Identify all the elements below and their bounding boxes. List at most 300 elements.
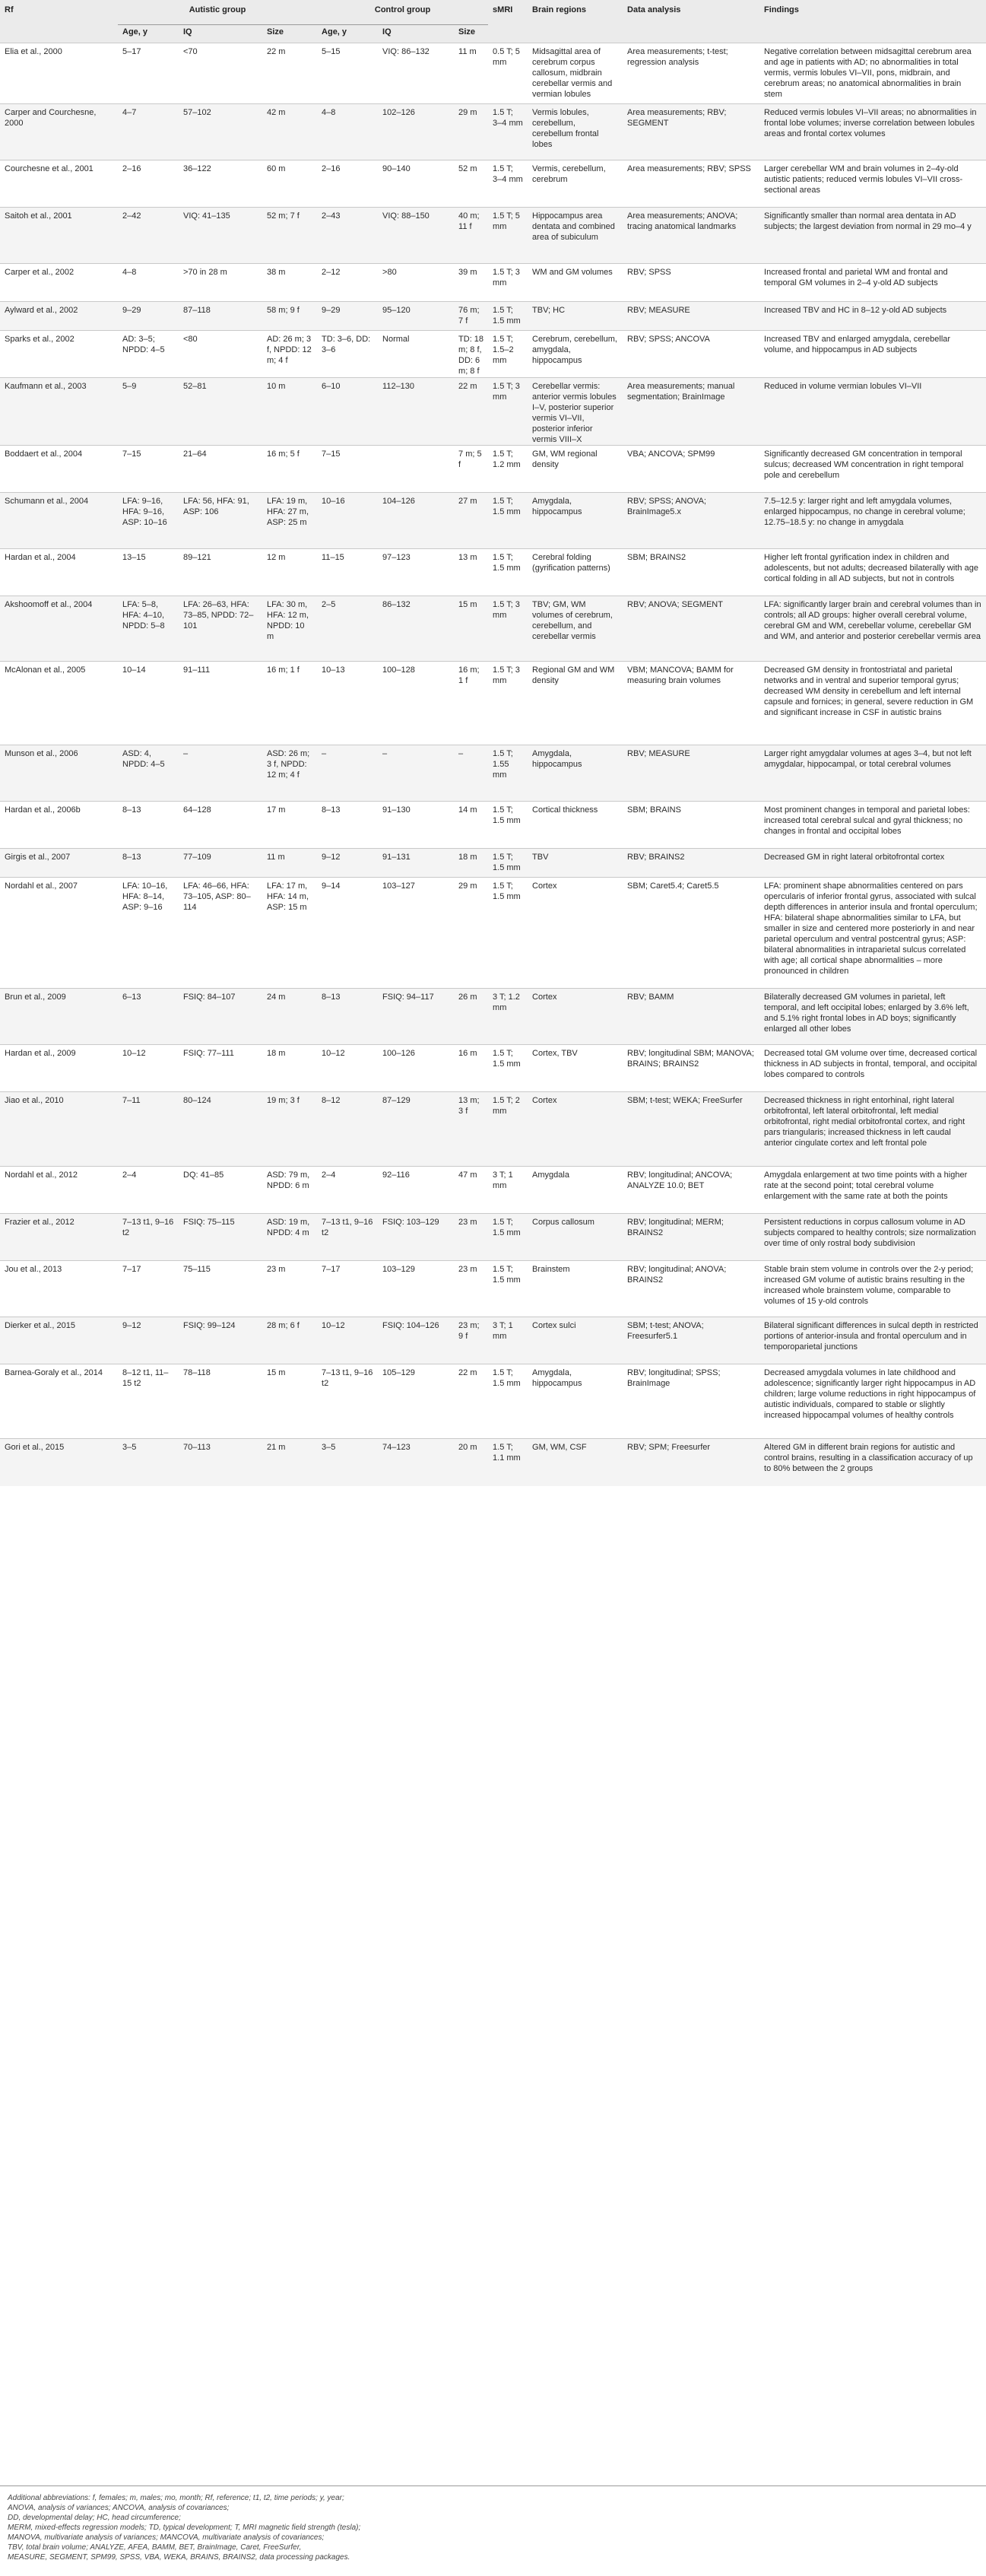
- cell-data-analysis: RBV; MEASURE: [623, 302, 759, 331]
- cell-autistic-age: ASD: 4, NPDD: 4–5: [118, 745, 179, 802]
- cell-data-analysis: RBV; longitudinal; ANCOVA; ANALYZE 10.0; BET: [627, 1170, 733, 1190]
- header-smri: sMRI: [488, 0, 528, 43]
- cell-control-iq: 74–123: [378, 1439, 454, 1486]
- cell-control-age: 7–13 t1, 9–16 t2: [322, 1368, 373, 1388]
- table-footnote: [8, 2493, 981, 2562]
- cell-autistic-age: 5–9: [118, 378, 179, 446]
- cell-autistic-age: 8–13: [122, 805, 141, 815]
- cell-control-iq: 91–130: [382, 805, 411, 815]
- cell-findings: LFA: significantly larger brain and cerebral volumes than in controls; all AD groups: higher overall cerebral volume, cerebral GM and WM, cerebellar volume, cerebellar GM and WM, and anterior and posterior cerebellar vermis area: [759, 596, 986, 662]
- cell-smri: 1.5 T; 3 mm: [493, 268, 520, 287]
- cell-autistic-iq: 36–122: [183, 164, 211, 173]
- cell-brain-regions: Cerebral folding (gyrification patterns): [532, 553, 610, 573]
- cell-autistic-age: 10–14: [122, 665, 146, 675]
- table-row: [0, 1167, 986, 1214]
- cell-brain-regions: Amygdala, hippocampus: [528, 745, 623, 802]
- cell-control-age: 8–13: [322, 805, 341, 815]
- cell-autistic-iq: LFA: 56, HFA: 91, ASP: 106: [179, 493, 262, 549]
- cell-control-size: 23 m: [458, 1265, 477, 1274]
- table-row: [0, 160, 986, 208]
- table-row: [0, 264, 986, 302]
- table-row: [0, 878, 986, 989]
- cell-control-iq: 102–126: [378, 104, 454, 160]
- cell-control-iq: 86–132: [378, 596, 454, 662]
- cell-findings: Altered GM in different brain regions for autistic and control brains, resulting in a classification accuracy of up to 80% between the 2 groups: [759, 1439, 986, 1486]
- cell-autistic-iq: >70 in 28 m: [183, 268, 227, 277]
- cell-brain-regions: Vermis, cerebellum, cerebrum: [532, 164, 606, 184]
- cell-control-size: 27 m: [454, 493, 488, 549]
- footnote-line: TBV, total brain volume; ANALYZE, AFEA, BAMM, BET, BrainImage, Caret, FreeSurfer,: [8, 2543, 302, 2552]
- cell-ref: Nordahl et al., 2007: [5, 881, 78, 891]
- cell-smri: 1.5 T; 3–4 mm: [493, 164, 523, 184]
- table-row: [0, 1317, 986, 1364]
- cell-autistic-iq: 64–128: [183, 805, 211, 815]
- header-data-analysis: Data analysis: [623, 0, 759, 43]
- cell-brain-regions: GM, WM regional density: [532, 449, 598, 469]
- cell-brain-regions: Cortex sulci: [528, 1317, 623, 1364]
- cell-autistic-size: 38 m: [267, 268, 286, 277]
- cell-autistic-iq: <80: [183, 335, 198, 344]
- cell-autistic-iq: FSIQ: 75–115: [179, 1214, 262, 1261]
- cell-smri: 1.5 T; 1.55 mm: [488, 745, 528, 802]
- cell-data-analysis: RBV; BRAINS2: [623, 849, 759, 878]
- cell-autistic-size: 24 m: [262, 989, 317, 1045]
- cell-smri: 1.5 T; 1.5 mm: [493, 1049, 521, 1069]
- cell-data-analysis: Area measurements; t-test; regression analysis: [627, 47, 728, 67]
- cell-control-age: 7–13 t1, 9–16 t2: [317, 1214, 378, 1261]
- cell-brain-regions: Regional GM and WM density: [532, 665, 615, 685]
- cell-control-iq: FSIQ: 104–126: [378, 1317, 454, 1364]
- cell-control-age: 2–16: [322, 164, 341, 173]
- cell-data-analysis: Area measurements; RBV; SEGMENT: [623, 104, 759, 160]
- cell-ref: Dierker et al., 2015: [0, 1317, 118, 1364]
- cell-control-iq: 103–127: [382, 881, 415, 891]
- cell-ref: Jou et al., 2013: [5, 1265, 62, 1274]
- cell-ref: Hardan et al., 2004: [5, 553, 76, 562]
- header-autistic-size: Size: [262, 25, 317, 43]
- cell-autistic-iq: FSIQ: 99–124: [179, 1317, 262, 1364]
- cell-autistic-size: ASD: 26 m; 3 f, NPDD: 12 m; 4 f: [262, 745, 317, 802]
- cell-control-iq: 92–116: [382, 1170, 410, 1180]
- cell-autistic-iq: DQ: 41–85: [183, 1170, 224, 1180]
- cell-control-iq: 97–123: [382, 553, 411, 562]
- cell-autistic-size: 60 m: [267, 164, 286, 173]
- cell-autistic-age: 10–12: [122, 1049, 146, 1058]
- cell-autistic-iq: LFA: 26–63, HFA: 73–85, NPDD: 72–101: [179, 596, 262, 662]
- cell-control-size: 13 m; 3 f: [454, 1092, 488, 1167]
- cell-smri: 1.5 T; 1.5 mm: [488, 493, 528, 549]
- cell-brain-regions: Vermis lobules, cerebellum, cerebellum frontal lobes: [528, 104, 623, 160]
- cell-ref: Saitoh et al., 2001: [0, 208, 118, 264]
- table-bottom-rule: [0, 2485, 986, 2486]
- cell-autistic-iq: VIQ: 41–135: [179, 208, 262, 264]
- table-header: [0, 0, 986, 43]
- cell-control-size: 16 m: [458, 1049, 477, 1058]
- cell-ref: Sparks et al., 2002: [5, 335, 75, 344]
- header-autistic-iq: IQ: [179, 25, 262, 43]
- cell-smri: 1.5 T; 2 mm: [488, 1092, 528, 1167]
- cell-control-iq: >80: [382, 268, 397, 277]
- cell-data-analysis: SBM; t-test; WEKA; FreeSurfer: [623, 1092, 759, 1167]
- cell-autistic-age: 2–42: [118, 208, 179, 264]
- cell-control-age: 9–12: [317, 849, 378, 878]
- table-row: [0, 745, 986, 802]
- cell-brain-regions: Corpus callosum: [528, 1214, 623, 1261]
- cell-control-iq: 105–129: [382, 1368, 415, 1377]
- cell-autistic-size: 17 m: [267, 805, 286, 815]
- cell-autistic-age: 13–15: [122, 553, 146, 562]
- cell-autistic-size: 16 m; 1 f: [267, 665, 300, 675]
- cell-smri: 1.5 T; 1.5 mm: [493, 553, 521, 573]
- cell-autistic-size: AD: 26 m; 3 f, NPDD: 12 m; 4 f: [267, 335, 312, 365]
- cell-smri: 1.5 T; 1.5 mm: [488, 849, 528, 878]
- cell-control-iq: 90–140: [382, 164, 411, 173]
- cell-autistic-size: 12 m: [267, 553, 286, 562]
- cell-control-size: 14 m: [458, 805, 477, 815]
- cell-control-iq: 112–130: [378, 378, 454, 446]
- table-row: [0, 1439, 986, 1486]
- cell-smri: 1.5 T; 3–4 mm: [488, 104, 528, 160]
- cell-ref: Nordahl et al., 2012: [5, 1170, 78, 1180]
- table-row: [0, 596, 986, 662]
- cell-smri: 1.5 T; 3 mm: [488, 378, 528, 446]
- cell-smri: 1.5 T; 1.2 mm: [493, 449, 521, 469]
- table-row: [0, 849, 986, 878]
- cell-autistic-size: 23 m: [267, 1265, 286, 1274]
- footnote-line: MEASURE, SEGMENT, SPM99, SPSS, VBA, WEKA, BRAINS, BRAINS2, data processing packages.: [8, 2553, 350, 2562]
- cell-autistic-age: 9–12: [118, 1317, 179, 1364]
- cell-data-analysis: RBV; longitudinal SBM; MANOVA; BRAINS; BRAINS2: [627, 1049, 754, 1069]
- cell-brain-regions: Amygdala: [532, 1170, 569, 1180]
- cell-data-analysis: RBV; longitudinal; MERM; BRAINS2: [623, 1214, 759, 1261]
- cell-control-size: 16 m; 1 f: [458, 665, 480, 685]
- cell-autistic-iq: 75–115: [183, 1265, 211, 1274]
- cell-findings: Decreased amygdala volumes in late childhood and adolescence; significantly larger right hippocampus in AD children; large volume reductions in right hippocampus of autistic individuals, compared to stable or slightly increased hippocampal volumes of healthy controls: [764, 1368, 976, 1420]
- cell-control-size: 52 m: [458, 164, 477, 173]
- cell-autistic-age: 3–5: [118, 1439, 179, 1486]
- cell-control-age: 2–12: [322, 268, 341, 277]
- table-row: [0, 549, 986, 596]
- cell-smri: 1.5 T; 1.5 mm: [493, 805, 521, 825]
- cell-control-iq: [378, 446, 454, 493]
- cell-control-age: 2–5: [317, 596, 378, 662]
- cell-findings: Persistent reductions in corpus callosum volume in AD subjects compared to healthy controls; size normalization over time of only rostral body subdivision: [759, 1214, 986, 1261]
- cell-control-iq: 95–120: [378, 302, 454, 331]
- cell-control-size: 11 m: [458, 47, 477, 56]
- cell-autistic-age: 2–4: [122, 1170, 137, 1180]
- header-findings: Findings: [759, 0, 986, 43]
- cell-ref: Boddaert et al., 2004: [5, 449, 83, 459]
- table-row: [0, 446, 986, 493]
- cell-smri: 1.5 T; 1.5 mm: [493, 1265, 521, 1285]
- cell-control-iq: 100–128: [382, 665, 415, 675]
- cell-control-iq: 91–131: [378, 849, 454, 878]
- cell-autistic-size: 22 m: [267, 47, 286, 56]
- cell-data-analysis: Area measurements; ANOVA; tracing anatomical landmarks: [623, 208, 759, 264]
- cell-autistic-size: 19 m; 3 f: [262, 1092, 317, 1167]
- cell-smri: 3 T; 1 mm: [488, 1317, 528, 1364]
- cell-autistic-iq: FSIQ: 84–107: [179, 989, 262, 1045]
- cell-control-size: 76 m; 7 f: [454, 302, 488, 331]
- cell-autistic-iq: 70–113: [179, 1439, 262, 1486]
- cell-smri: 1.5 T; 1.5 mm: [488, 302, 528, 331]
- header-control-group: Control group: [317, 0, 488, 25]
- cell-autistic-age: 4–8: [122, 268, 137, 277]
- cell-autistic-size: 58 m; 9 f: [262, 302, 317, 331]
- cell-autistic-iq: 78–118: [183, 1368, 211, 1377]
- cell-findings: Increased frontal and parietal WM and frontal and temporal GM volumes in 2–4 y-old AD subjects: [764, 268, 948, 287]
- cell-brain-regions: Cerebellar vermis: anterior vermis lobules I–V, posterior superior vermis VI–VII, posterior inferior vermis VIII–X: [528, 378, 623, 446]
- cell-smri: 1.5 T; 5 mm: [488, 208, 528, 264]
- table-row: [0, 1364, 986, 1439]
- cell-autistic-iq: 52–81: [179, 378, 262, 446]
- cell-brain-regions: TBV; HC: [528, 302, 623, 331]
- cell-data-analysis: SBM; t-test; ANOVA; Freesurfer5.1: [623, 1317, 759, 1364]
- cell-autistic-age: 2–16: [122, 164, 141, 173]
- cell-brain-regions: Amygdala, hippocampus: [532, 1368, 582, 1388]
- cell-smri: 1.5 T; 1.5 mm: [488, 1214, 528, 1261]
- cell-findings: Significantly decreased GM concentration in temporal sulcus; decreased WM concentration in right temporal pole and cerebellum: [764, 449, 964, 480]
- cell-control-age: 9–29: [317, 302, 378, 331]
- cell-ref: Akshoomoff et al., 2004: [0, 596, 118, 662]
- cell-control-age: 6–10: [317, 378, 378, 446]
- header-brain-regions: Brain regions: [528, 0, 623, 43]
- cell-autistic-age: 6–13: [118, 989, 179, 1045]
- cell-findings: Negative correlation between midsagittal cerebrum area and age in patients with AD; no abnormalities in total vermis, vermis lobules VI–VII, pons, midbrain, and cerebrum areas; no anatomical abnormalities in brain stem: [764, 47, 972, 99]
- cell-autistic-age: 4–7: [118, 104, 179, 160]
- header-control-size: Size: [454, 25, 488, 43]
- cell-findings: Bilaterally decreased GM volumes in parietal, left temporal, and left occipital lobes; enlarged by 3.6% left, and 5.1% right frontal lobes in AD boys; significantly enlarged all other lobes: [759, 989, 986, 1045]
- table-row: [0, 802, 986, 849]
- cell-ref: Schumann et al., 2004: [0, 493, 118, 549]
- cell-control-age: 11–15: [322, 553, 344, 562]
- cell-brain-regions: Amygdala, hippocampus: [528, 493, 623, 549]
- footnote-line: Additional abbreviations: f, females; m, males; mo, month; Rf, reference; t1, t2, time periods; y, year;: [8, 2494, 344, 2502]
- cell-control-age: 10–12: [317, 1317, 378, 1364]
- cell-brain-regions: Cortex: [528, 989, 623, 1045]
- cell-findings: Reduced vermis lobules VI–VII areas; no abnormalities in frontal lobe volumes; inverse correlation between lobules areas and frontal cortex volumes: [759, 104, 986, 160]
- cell-data-analysis: SBM; BRAINS: [627, 805, 681, 815]
- cell-ref: Brun et al., 2009: [0, 989, 118, 1045]
- cell-data-analysis: RBV; SPSS; ANOVA; BrainImage5.x: [623, 493, 759, 549]
- table-row: [0, 1261, 986, 1317]
- cell-control-iq: 100–126: [382, 1049, 415, 1058]
- cell-control-age: 2–43: [317, 208, 378, 264]
- cell-autistic-iq: –: [179, 745, 262, 802]
- table-row: [0, 493, 986, 549]
- cell-smri: 3 T; 1 mm: [493, 1170, 513, 1190]
- cell-control-iq: FSIQ: 103–129: [378, 1214, 454, 1261]
- table-row: [0, 43, 986, 104]
- cell-ref: McAlonan et al., 2005: [5, 665, 86, 675]
- cell-ref: Aylward et al., 2002: [0, 302, 118, 331]
- cell-smri: 1.5 T; 1.5–2 mm: [493, 335, 514, 365]
- cell-control-iq: 87–129: [378, 1092, 454, 1167]
- cell-control-age: 7–17: [322, 1265, 341, 1274]
- cell-autistic-iq: 80–124: [179, 1092, 262, 1167]
- cell-data-analysis: RBV; longitudinal; ANOVA; BRAINS2: [627, 1265, 727, 1285]
- cell-autistic-size: LFA: 30 m, HFA: 12 m, NPDD: 10 m: [262, 596, 317, 662]
- footnote-line: DD, developmental delay; HC, head circumference;: [8, 2514, 181, 2522]
- cell-autistic-iq: FSIQ: 77–111: [183, 1049, 234, 1058]
- header-ref: Rf: [0, 0, 118, 43]
- cell-autistic-age: 5–17: [122, 47, 141, 56]
- cell-autistic-age: 7–15: [122, 449, 141, 459]
- cell-findings: Stable brain stem volume in controls over the 2-y period; increased GM volume of autistic brains resulting in the increased whole brainstem volume, comparable to volumes of 15 y-old controls: [764, 1265, 974, 1306]
- cell-control-size: –: [454, 745, 488, 802]
- cell-brain-regions: Cerebrum, cerebellum, amygdala, hippocampus: [532, 335, 617, 365]
- cell-control-size: 23 m; 9 f: [454, 1317, 488, 1364]
- cell-smri: 1.5 T; 3 mm: [493, 665, 520, 685]
- cell-data-analysis: VBA; ANCOVA; SPM99: [627, 449, 715, 459]
- cell-control-age: 10–16: [317, 493, 378, 549]
- cell-autistic-age: 7–13 t1, 9–16 t2: [118, 1214, 179, 1261]
- cell-control-size: 20 m: [454, 1439, 488, 1486]
- table-row: [0, 662, 986, 745]
- cell-control-size: 7 m; 5 f: [458, 449, 482, 469]
- cell-control-size: TD: 18 m; 8 f, DD: 6 m; 8 f: [458, 335, 484, 376]
- cell-control-size: 22 m: [454, 378, 488, 446]
- cell-autistic-iq: 91–111: [183, 665, 211, 675]
- cell-control-size: 29 m: [454, 104, 488, 160]
- cell-control-size: 13 m: [458, 553, 477, 562]
- cell-autistic-iq: 21–64: [183, 449, 207, 459]
- cell-brain-regions: WM and GM volumes: [532, 268, 613, 277]
- cell-data-analysis: RBV; SPSS; ANCOVA: [627, 335, 710, 344]
- cell-control-size: 18 m: [454, 849, 488, 878]
- cell-findings: Decreased thickness in right entorhinal, right lateral orbitofrontal, left lateral orbitofrontal, left medial orbitofrontal, right medial orbitofrontal cortex, and right pars triangularis; increased thickness in left caudal anterior cingulate cortex and left frontal pole: [759, 1092, 986, 1167]
- cell-control-size: 39 m: [458, 268, 477, 277]
- cell-ref: Elia et al., 2000: [5, 47, 62, 56]
- cell-control-age: –: [317, 745, 378, 802]
- cell-control-age: 7–15: [322, 449, 341, 459]
- table-row: [0, 331, 986, 378]
- cell-control-iq: –: [378, 745, 454, 802]
- cell-findings: 7.5–12.5 y: larger right and left amygdala volumes, enlarged hippocampus, no change in cerebral volume; 12.75–18.5 y: no change in amygdala: [759, 493, 986, 549]
- cell-findings: Increased TBV and HC in 8–12 y-old AD subjects: [759, 302, 986, 331]
- cell-control-age: 9–14: [322, 881, 341, 891]
- cell-findings: Higher left frontal gyrification index in children and adolescents, but not adults; decreased bilaterally with age cortical folding in all AD subjects, but not in controls: [764, 553, 978, 583]
- cell-ref: Courchesne et al., 2001: [5, 164, 94, 173]
- cell-ref: Hardan et al., 2009: [5, 1049, 76, 1058]
- footnote-line: MANOVA, multivariate analysis of variances; MANCOVA, multivariate analysis of covariances;: [8, 2533, 325, 2542]
- cell-smri: 3 T; 1.2 mm: [488, 989, 528, 1045]
- cell-control-age: TD: 3–6, DD: 3–6: [322, 335, 371, 354]
- cell-brain-regions: TBV; GM, WM volumes of cerebrum, cerebellum, and cerebellar vermis: [528, 596, 623, 662]
- cell-findings: Bilateral significant differences in sulcal depth in restricted portions of anterior-insula and frontal operculum and in temporoparietal junctions: [759, 1317, 986, 1364]
- cell-findings: LFA: prominent shape abnormalities centered on pars opercularis of inferior frontal gyrus, associated with sulcal depth differences in anterior insula and frontal operculum; HFA: bilateral shape abnormalities similar to LFA, but smaller in size and centered more posteriorly in and near parietal operculum and ventral postcentral gyrus; ASP: bilateral abnormalities in intraparietal sulcus correlated with age; all cortical shape abnormalities – more pronounced in children: [764, 881, 978, 976]
- cell-brain-regions: Cortex: [528, 1092, 623, 1167]
- cell-autistic-iq: LFA: 46–66, HFA: 73–105, ASP: 80–114: [183, 881, 251, 912]
- cell-control-iq: 103–129: [382, 1265, 415, 1274]
- cell-autistic-size: 52 m; 7 f: [262, 208, 317, 264]
- cell-data-analysis: SBM; BRAINS2: [627, 553, 686, 562]
- cell-autistic-size: ASD: 19 m, NPDD: 4 m: [262, 1214, 317, 1261]
- cell-data-analysis: RBV; BAMM: [623, 989, 759, 1045]
- cell-findings: Reduced in volume vermian lobules VI–VII: [759, 378, 986, 446]
- footnote-line: MERM, mixed-effects regression models; TD, typical development; T, MRI magnetic field strength (tesla);: [8, 2524, 361, 2532]
- cell-ref: Kaufmann et al., 2003: [0, 378, 118, 446]
- cell-autistic-size: 42 m: [262, 104, 317, 160]
- cell-control-age: 5–15: [322, 47, 341, 56]
- cell-autistic-size: 15 m: [267, 1368, 286, 1377]
- cell-brain-regions: TBV: [528, 849, 623, 878]
- cell-findings: Most prominent changes in temporal and parietal lobes: increased total cerebral sulcal and gyral thickness; no changes in frontal and occipital lobes: [764, 805, 970, 836]
- cell-ref: Girgis et al., 2007: [0, 849, 118, 878]
- cell-brain-regions: Cortex, TBV: [532, 1049, 578, 1058]
- cell-ref: Munson et al., 2006: [0, 745, 118, 802]
- cell-control-size: 40 m; 11 f: [454, 208, 488, 264]
- cell-control-iq: VIQ: 86–132: [382, 47, 430, 56]
- cell-control-iq: FSIQ: 94–117: [378, 989, 454, 1045]
- cell-autistic-size: 11 m: [262, 849, 317, 878]
- cell-control-size: 22 m: [458, 1368, 477, 1377]
- cell-control-iq: Normal: [382, 335, 410, 344]
- cell-control-size: 23 m: [454, 1214, 488, 1261]
- header-autistic-group: Autistic group: [118, 0, 317, 25]
- cell-findings: Decreased GM in right lateral orbitofrontal cortex: [759, 849, 986, 878]
- cell-ref: Jiao et al., 2010: [0, 1092, 118, 1167]
- cell-autistic-size: 28 m; 6 f: [262, 1317, 317, 1364]
- cell-control-iq: VIQ: 88–150: [378, 208, 454, 264]
- table-body: [0, 43, 986, 1486]
- cell-autistic-age: 8–12 t1, 11–15 t2: [122, 1368, 169, 1388]
- cell-smri: 0.5 T; 5 mm: [493, 47, 520, 67]
- cell-ref: Gori et al., 2015: [0, 1439, 118, 1486]
- cell-autistic-size: ASD: 79 m, NPDD: 6 m: [267, 1170, 310, 1190]
- cell-brain-regions: Midsagittal area of cerebrum corpus callosum, midbrain cerebellar vermis and vermian lobules: [532, 47, 613, 99]
- cell-autistic-iq: 57–102: [179, 104, 262, 160]
- table-row: [0, 104, 986, 160]
- cell-control-age: 2–4: [322, 1170, 336, 1180]
- cell-autistic-age: 9–29: [118, 302, 179, 331]
- cell-findings: Decreased total GM volume over time, decreased cortical thickness in AD subjects in frontal, temporal, and occipital lobes compared to controls: [764, 1049, 978, 1079]
- cell-autistic-size: LFA: 19 m, HFA: 27 m, ASP: 25 m: [262, 493, 317, 549]
- header-autistic-age: Age, y: [118, 25, 179, 43]
- cell-autistic-iq: 89–121: [183, 553, 211, 562]
- cell-ref: Carper and Courchesne, 2000: [0, 104, 118, 160]
- cell-control-age: 8–12: [317, 1092, 378, 1167]
- cell-brain-regions: GM, WM, CSF: [528, 1439, 623, 1486]
- cell-autistic-size: 16 m; 5 f: [267, 449, 300, 459]
- table-row: [0, 378, 986, 446]
- cell-autistic-age: LFA: 5–8, HFA: 4–10, NPDD: 5–8: [118, 596, 179, 662]
- cell-findings: Larger right amygdalar volumes at ages 3–4, but not left amygdalar, hippocampal, or total cerebral volumes: [759, 745, 986, 802]
- cell-control-age: 10–12: [322, 1049, 345, 1058]
- cell-autistic-size: 18 m: [267, 1049, 286, 1058]
- cell-brain-regions: Hippocampus area dentata and combined area of subiculum: [528, 208, 623, 264]
- cell-ref: Frazier et al., 2012: [0, 1214, 118, 1261]
- header-control-iq: IQ: [378, 25, 454, 43]
- cell-data-analysis: RBV; SPSS: [627, 268, 671, 277]
- cell-control-size: 47 m: [458, 1170, 477, 1180]
- cell-autistic-age: AD: 3–5; NPDD: 4–5: [122, 335, 165, 354]
- cell-control-age: 10–13: [322, 665, 345, 675]
- table-row: [0, 1045, 986, 1092]
- cell-control-size: 29 m: [458, 881, 477, 891]
- header-control-age: Age, y: [317, 25, 378, 43]
- cell-data-analysis: Area measurements; manual segmentation; BrainImage: [623, 378, 759, 446]
- cell-findings: Larger cerebellar WM and brain volumes in 2–4y-old autistic patients; reduced vermis lobules VI–VII cross-sectional areas: [764, 164, 963, 195]
- cell-control-age: 4–8: [317, 104, 378, 160]
- cell-control-age: 8–13: [317, 989, 378, 1045]
- cell-autistic-size: LFA: 17 m, HFA: 14 m, ASP: 15 m: [267, 881, 309, 912]
- cell-data-analysis: RBV; MEASURE: [623, 745, 759, 802]
- cell-autistic-age: 8–13: [118, 849, 179, 878]
- cell-findings: Significantly smaller than normal area dentata in AD subjects; the largest deviation from normal in 29 mo–4 y: [759, 208, 986, 264]
- table-row: [0, 989, 986, 1045]
- cell-findings: Amygdala enlargement at two time points with a higher rate at the second point; total cerebral volume enlargement with the same rate at both the points: [764, 1170, 968, 1201]
